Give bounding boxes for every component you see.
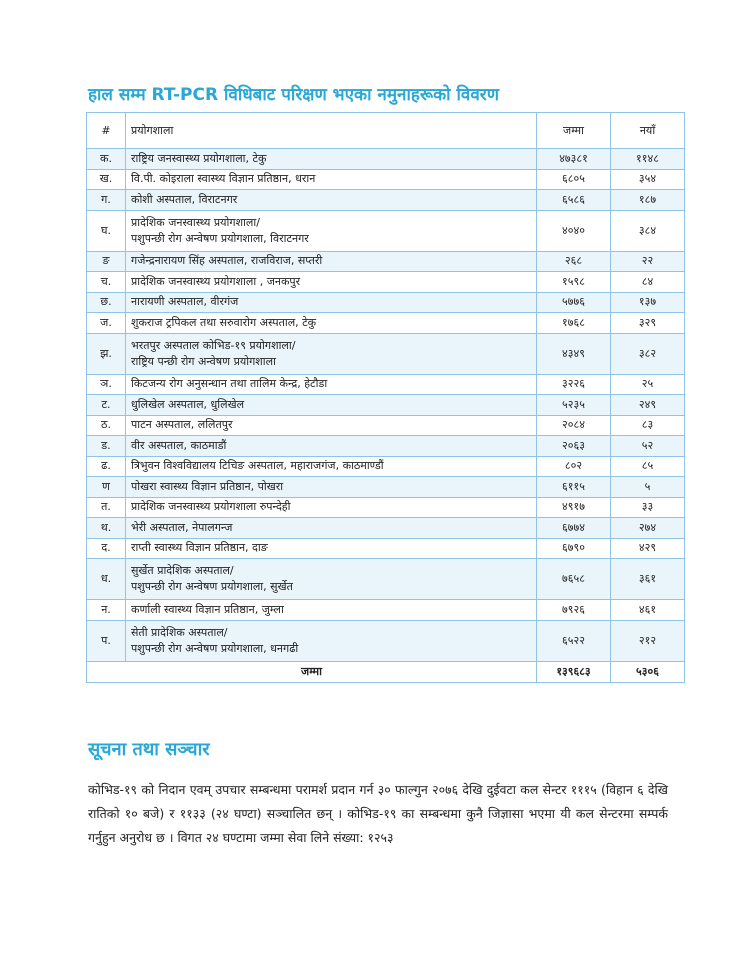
row-new: ८४ <box>611 272 685 293</box>
row-lab-name <box>126 538 537 559</box>
row-total: ६८०५ <box>537 169 611 190</box>
total-new-value: ५३०६ <box>611 661 685 682</box>
row-new: १८७ <box>611 190 685 211</box>
row-total: ३२२६ <box>537 374 611 395</box>
lab-name-line: सुर्खेत प्रादेशिक अस्पताल/ <box>131 564 234 577</box>
row-total: ४७३८१ <box>537 149 611 170</box>
row-new: १३७ <box>611 292 685 313</box>
header-total: जम्मा <box>537 113 611 149</box>
row-new: ५२ <box>611 436 685 457</box>
table-row <box>87 538 685 559</box>
row-index: झ. <box>87 333 126 374</box>
table-row <box>87 497 685 518</box>
row-index: द. <box>87 538 126 559</box>
lab-name-line: त्रिभुवन विश्वविद्यालय टिचिङ अस्पताल, महाराजगंज, काठमाण्डौं <box>131 459 384 473</box>
table-row <box>87 559 685 600</box>
row-index: ट. <box>87 395 126 416</box>
row-index: घ. <box>87 210 126 251</box>
lab-name-line: भरतपुर अस्पताल कोभिड-१९ प्रयोगशाला/ <box>131 338 296 352</box>
table-row <box>87 415 685 436</box>
row-lab-name <box>126 559 537 600</box>
table-row <box>87 210 685 251</box>
row-lab-name <box>126 313 537 334</box>
row-lab-name <box>126 210 537 251</box>
table-title: हाल सम्म RT-PCR विधिबाट परिक्षण भएका नमुनाहरूको विवरण <box>88 85 500 105</box>
row-new: ४६१ <box>611 600 685 621</box>
row-new: २२ <box>611 251 685 272</box>
row-lab-name <box>126 272 537 293</box>
row-total: ७६५८ <box>537 559 611 600</box>
row-index: ठ. <box>87 415 126 436</box>
row-index: ध. <box>87 559 126 600</box>
lab-name-line: गजेन्द्रनारायण सिंह अस्पताल, राजविराज, सप्तरी <box>131 254 323 268</box>
row-new: २४९ <box>611 395 685 416</box>
row-new: ३२९ <box>611 313 685 334</box>
table-row <box>87 292 685 313</box>
lab-name-line: प्रादेशिक जनस्वास्थ्य प्रयोगशाला , जनकपुर <box>131 274 301 288</box>
header-lab: प्रयोगशाला <box>126 113 537 149</box>
row-index: ण <box>87 477 126 498</box>
row-new: ३८४ <box>611 210 685 251</box>
table-row <box>87 477 685 498</box>
row-new: ३५४ <box>611 169 685 190</box>
row-lab-name <box>126 518 537 539</box>
row-new: ११४८ <box>611 149 685 170</box>
section-heading: सूचना तथा सञ्चार <box>88 739 210 760</box>
lab-name-line: वि.पी. कोइराला स्वास्थ्य विज्ञान प्रतिष्ठान, धरान <box>131 172 316 186</box>
row-new: ३८२ <box>611 333 685 374</box>
table-row <box>87 518 685 539</box>
row-index: ञ. <box>87 374 126 395</box>
table-row <box>87 190 685 211</box>
lab-name-line: राप्ती स्वास्थ्य विज्ञान प्रतिष्ठान, दाङ <box>131 541 268 555</box>
row-total: १७६८ <box>537 313 611 334</box>
row-lab-name <box>126 169 537 190</box>
lab-name-line: प्रादेशिक जनस्वास्थ्य प्रयोगशाला रुपन्देही <box>131 500 291 514</box>
row-lab-name <box>126 149 537 170</box>
table-row <box>87 456 685 477</box>
row-total: ५२३५ <box>537 395 611 416</box>
lab-name-line: पशुपन्छी रोग अन्वेषण प्रयोगशाला, धनगढी <box>131 641 299 655</box>
table-row <box>87 436 685 457</box>
table-body <box>87 149 685 662</box>
lab-name-line: भेरी अस्पताल, नेपालगन्ज <box>131 520 233 534</box>
table-row <box>87 169 685 190</box>
row-index: च. <box>87 272 126 293</box>
table-row <box>87 272 685 293</box>
lab-name-line: किटजन्य रोग अनुसन्धान तथा तालिम केन्द्र, हेटौडा <box>131 377 328 391</box>
row-index: क. <box>87 149 126 170</box>
lab-name-line: शुकराज ट्रपिकल तथा सरुवारोग अस्पताल, टेकु <box>131 315 317 329</box>
row-lab-name <box>126 477 537 498</box>
row-total: ७९२६ <box>537 600 611 621</box>
row-index: प. <box>87 620 126 661</box>
section-paragraph: कोभिड-१९ को निदान एवम् उपचार सम्बन्धमा परामर्श प्रदान गर्न ३० फाल्गुन २०७६ देखि दुईवटा कल सेन्टर १११५ (विहान ६ देखि रातिको १० बजे) र ११३३ (२४ घण्टा) सञ्चालित छन् । कोभिड-१९ का सम्बन्धमा कुनै जिज्ञासा भएमा यी कल सेन्टरमा सम्पर्क गर्नुहुन अनुरोध छ । विगत २४ घण्टामा जम्मा सेवा लिने संख्या: १२५३ <box>88 782 668 845</box>
row-index: न. <box>87 600 126 621</box>
row-lab-name <box>126 190 537 211</box>
row-total: ५७७६ <box>537 292 611 313</box>
row-new: २५ <box>611 374 685 395</box>
row-total: ६५८६ <box>537 190 611 211</box>
row-lab-name <box>126 415 537 436</box>
row-lab-name <box>126 436 537 457</box>
lab-name-line: पोखरा स्वास्थ्य विज्ञान प्रतिष्ठान, पोखरा <box>131 479 284 493</box>
lab-name-line: पशुपन्छी रोग अन्वेषण प्रयोगशाला, सुर्खेत <box>131 580 293 593</box>
row-total: ६७७४ <box>537 518 611 539</box>
row-new: ५ <box>611 477 685 498</box>
table-row <box>87 620 685 661</box>
row-total: १५९८ <box>537 272 611 293</box>
row-index: ग. <box>87 190 126 211</box>
lab-name-line: राष्ट्रिय पन्छी रोग अन्वेषण प्रयोगशाला <box>131 354 276 368</box>
row-total: ६७९० <box>537 538 611 559</box>
row-total: २०६३ <box>537 436 611 457</box>
row-total: ६११५ <box>537 477 611 498</box>
header-new: नयाँ <box>611 113 685 149</box>
row-new: ८५ <box>611 456 685 477</box>
row-index: ज. <box>87 313 126 334</box>
row-lab-name <box>126 292 537 313</box>
row-index: छ. <box>87 292 126 313</box>
lab-name-line: सेती प्रादेशिक अस्पताल/ <box>131 625 228 639</box>
header-num: # <box>87 113 126 149</box>
row-new: ३६१ <box>611 559 685 600</box>
total-label: जम्मा <box>87 661 537 682</box>
lab-name-line: वीर अस्पताल, काठमाडौं <box>131 438 227 452</box>
row-new: २१२ <box>611 620 685 661</box>
lab-name-line: नारायणी अस्पताल, वीरगंज <box>131 295 239 309</box>
table-row <box>87 395 685 416</box>
row-total: ४०४० <box>537 210 611 251</box>
row-total: २०८४ <box>537 415 611 436</box>
lab-results-table <box>86 112 685 683</box>
row-index: ख. <box>87 169 126 190</box>
lab-name-line: पशुपन्छी रोग अन्वेषण प्रयोगशाला, विराटनगर <box>131 231 309 245</box>
row-new: ३३ <box>611 497 685 518</box>
row-total: ४३४९ <box>537 333 611 374</box>
table-row <box>87 333 685 374</box>
table-header-row <box>87 113 685 149</box>
row-new: ८३ <box>611 415 685 436</box>
total-value: १३९६८३ <box>537 661 611 682</box>
table-row <box>87 374 685 395</box>
row-lab-name <box>126 395 537 416</box>
table-total-row <box>87 661 685 682</box>
row-index: ड. <box>87 436 126 457</box>
row-index: ढ. <box>87 456 126 477</box>
row-total: ६५२२ <box>537 620 611 661</box>
lab-name-line: राष्ट्रिय जनस्वास्थ्य प्रयोगशाला, टेकु <box>131 151 267 165</box>
row-index: ङ <box>87 251 126 272</box>
row-index: त. <box>87 497 126 518</box>
row-lab-name <box>126 620 537 661</box>
row-lab-name <box>126 333 537 374</box>
table-row <box>87 149 685 170</box>
row-total: ८०२ <box>537 456 611 477</box>
lab-name-line: कोशी अस्पताल, विराटनगर <box>131 192 238 206</box>
row-new: ४२९ <box>611 538 685 559</box>
row-index: थ. <box>87 518 126 539</box>
row-lab-name <box>126 600 537 621</box>
row-lab-name <box>126 497 537 518</box>
row-lab-name <box>126 251 537 272</box>
lab-name-line: प्रादेशिक जनस्वास्थ्य प्रयोगशाला/ <box>131 215 260 229</box>
lab-name-line: कर्णाली स्वास्थ्य विज्ञान प्रतिष्ठान, जुम्ला <box>131 602 284 616</box>
row-total: ४९१७ <box>537 497 611 518</box>
table-row <box>87 251 685 272</box>
row-total: २६८ <box>537 251 611 272</box>
lab-name-line: धुलिखेल अस्पताल, धुलिखेल <box>131 397 245 411</box>
lab-name-line: पाटन अस्पताल, ललितपुर <box>131 418 233 432</box>
row-lab-name <box>126 456 537 477</box>
row-new: २७४ <box>611 518 685 539</box>
table-row <box>87 600 685 621</box>
table-row <box>87 313 685 334</box>
row-lab-name <box>126 374 537 395</box>
